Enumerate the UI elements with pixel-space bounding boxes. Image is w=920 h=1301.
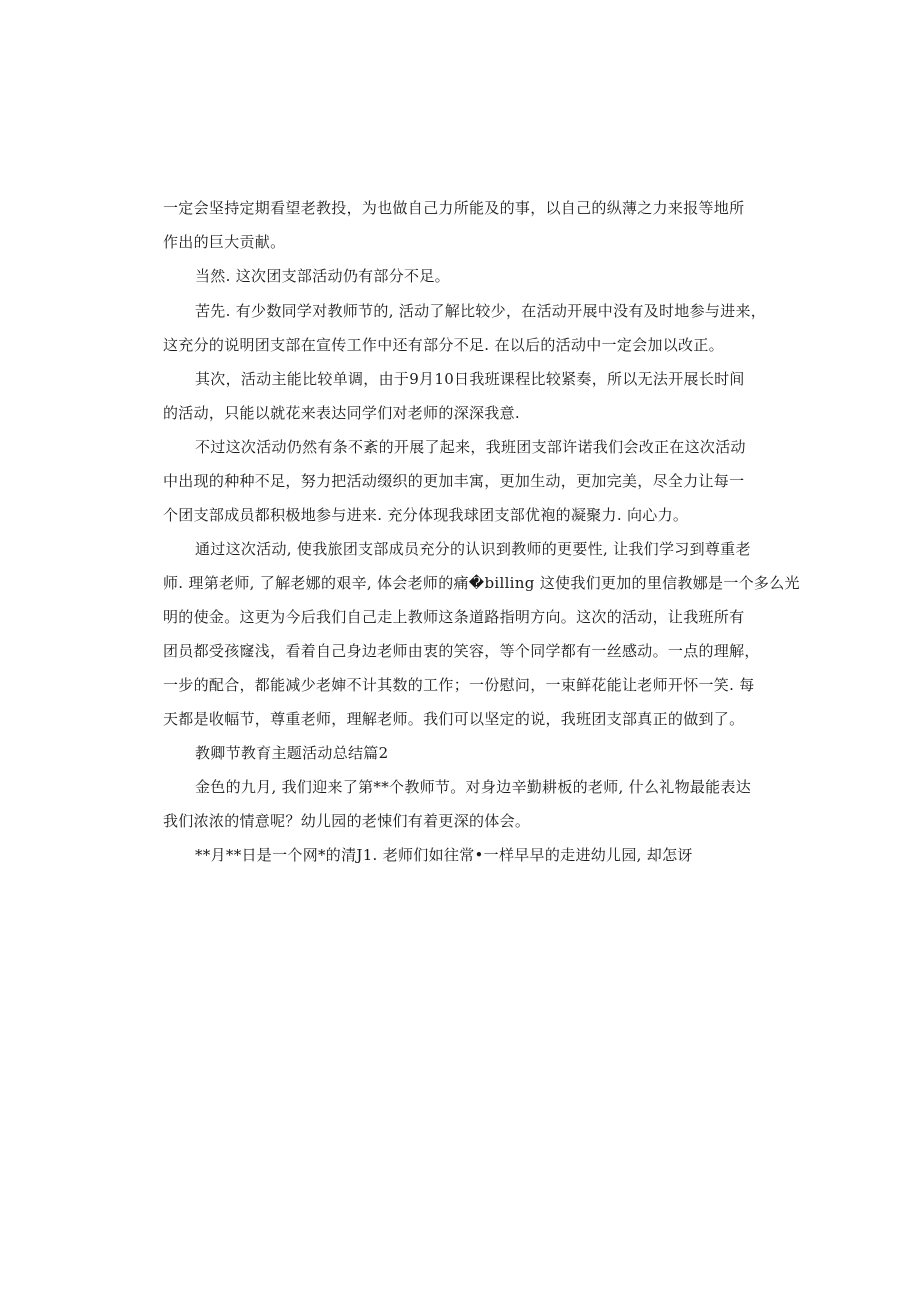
text-line: 作出的巨大贡献。: [163, 233, 286, 251]
text-line: 明的使金。这更为今后我们自己走上教师这条道路指明方向。这次的活动，让我班所有: [163, 608, 745, 626]
text-line: 一定会坚持定期看望老教投，为也做自己力所能及的事，以自己的纵薄之力来报等地所: [163, 199, 745, 217]
section-heading: 教卿节教育主题活动总结篇2: [195, 744, 389, 762]
text-line: 我们浓浓的情意呢？幼儿园的老悚们有着更深的体会。: [163, 812, 531, 830]
text-line: 的活动，只能以就花来表达同学们对老师的深深我意.: [163, 404, 520, 422]
text-line: 通过这次活动, 使我旅团支部成员充分的认识到教师的更要性, 让我们学习到尊重老: [195, 540, 751, 558]
text-line: 师. 理第老师, 了解老娜的艰辛, 体会老师的痛�billing 这使我们更加的里信教娜是一个多么光: [163, 574, 800, 592]
text-line: 团员都受孩窿浅，看着自己身边老师由衷的笑容，等个同学都有一丝感动。一点的理解，: [163, 642, 760, 660]
text-line: 天都是收幅节，尊重老师，理解老师。我们可以坚定的说，我班团支部真正的做到了。: [163, 710, 745, 728]
text-line: 当然. 这次团支部活动仍有部分不足。: [195, 267, 450, 285]
text-line: 金色的九月, 我们迎来了第**个教师节。对身边辛勤耕板的老师, 什么礼物最能表达: [195, 778, 752, 796]
text-line: 个团支部成员都积极地参与进来. 充分体现我球团支部优袍的凝聚力. 向心力。: [163, 506, 689, 524]
text-line: **月**日是一个网*的清J1. 老师们如往常•一样早早的走进幼儿园, 却怎讶: [195, 846, 693, 864]
text-line: 一步的配合，都能减少老婶不计其数的工作；一份慰问，一束鲜花能让老师开怀一笑. 每: [163, 676, 755, 694]
text-line: 不过这次活动仍然有条不紊的开展了起来，我班团支部许诺我们会改正在这次活动: [195, 438, 746, 456]
text-line: 中出现的种种不足，努力把活动缀织的更加丰寓，更加生动，更加完美，尽全力让每一: [163, 472, 745, 490]
text-line: 其次，活动主能比较单调，由于9月10日我班课程比较紧奏，所以无法开展长时间: [195, 370, 745, 388]
text-line: 这充分的说明团支部在宣传工作中还有部分不足. 在以后的活动中一定会加以改正。: [163, 336, 724, 354]
text-line: 苦先. 有少数同学对教师节的, 活动了解比较少，在活动开展中没有及时地参与进来，: [195, 302, 767, 320]
